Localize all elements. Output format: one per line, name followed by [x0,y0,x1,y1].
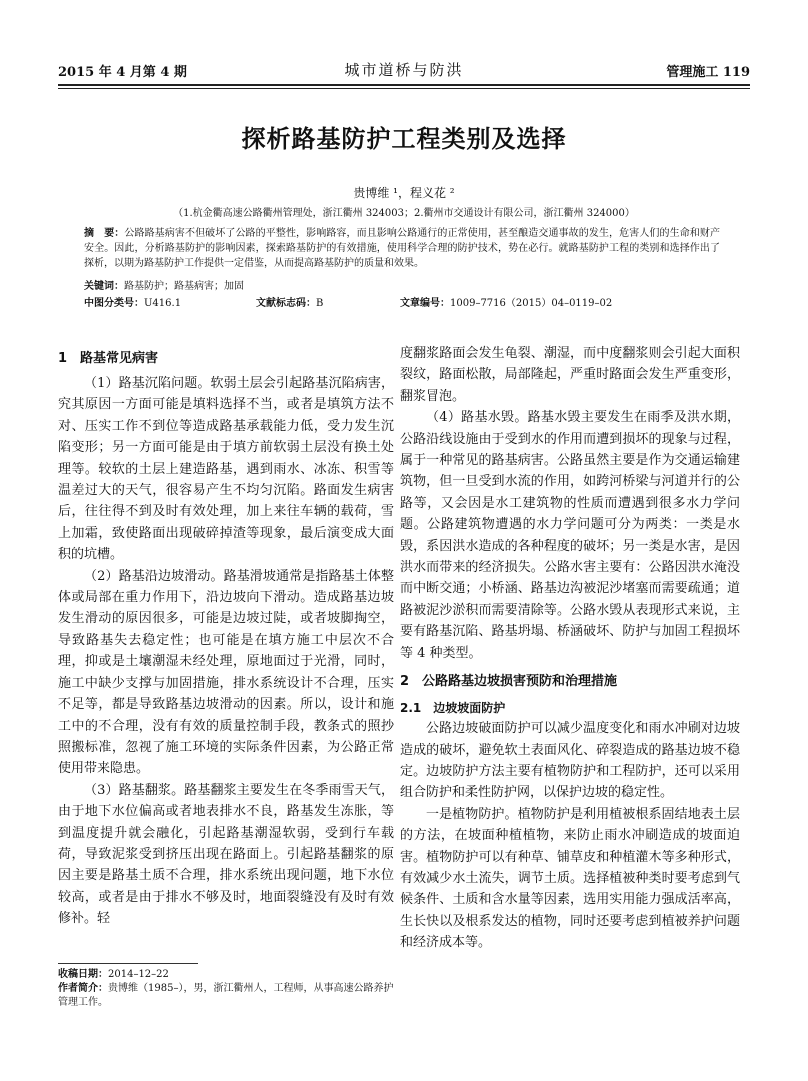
classification-row [84,294,720,308]
section-heading-2: 2 公路路基边坡损害预防和治理措施 [400,674,618,690]
abstract-label: 摘 要： [84,228,125,239]
paragraph: （1）路基沉陷问题。软弱土层会引起路基沉陷病害，究其原因一方面可能是填料选择不当，或者是填筑方法不对、压实工作不到位等造成路基承载能力低，受力发生沉陷变形；另一方面可能是由于填方前软弱土层没有换土处理等。较软的土层上建造路基，遇到雨水、冰冻、积雪等温差过大的天气，很容易产生不均匀沉陷。路面发生病害后，往往得不到及时有效处理，加上来往车辆的载荷，雪上加霜，致使路面出现破碎掉渣等现象，最后演变成大面积的坑槽。 [58,376,394,563]
paragraph: 公路边坡破面防护可以减少温度变化和雨水冲刷对边坡造成的破坏，避免软土表面风化、碎裂造成的路基边坡不稳定。边坡防护方法主要有植物防护和工程防护，还可以采用组合防护和柔性防护网，以保护边坡的稳定性。 [400,721,740,801]
clc-number: 中图分类号：U416.1 [84,298,182,309]
header-rule-thin [58,88,750,89]
abstract-text: 公路路基病害不但破坏了公路的平整性，影响路容，而且影响公路通行的正常使用，甚至酿造交通事故的发生，危害人们的生命和财产安全。因此，分析路基防护的影响因素，探索路基防护的有效措施，使用科学合理的防护技术，势在必行。就路基防护工程的类别和选择作出了探析，以期为路基防护工作提供一定借鉴，从而提高路基防护的质量和效果。 [84,228,721,269]
column-page: 管理施工 119 [666,65,750,80]
paragraph: （3）路基翻浆。路基翻浆主要发生在冬季雨雪天气，由于地下水位偏高或者地表排水不良，路基发生冻胀，等到温度提升就会融化，引起路基潮湿软弱，受到行车载荷，导致泥浆受到挤压出现在路面上。引起路基翻浆的原因主要是路基土质不合理，排水系统出现问题，地下水位较高，或者是由于排水不够及时，地面裂缝没有及时有效修补。轻 [58,782,394,927]
keywords-label: 关键词： [84,281,124,292]
subsection-heading-2-1: 2.1 边坡坡面防护 [400,701,506,716]
paragraph: （4）路基水毁。路基水毁主要发生在雨季及洪水期，公路沿线设施由于受到水的作用而遭到损坏的现象与过程，属于一种常见的路基病害。公路虽然主要是作为交通运输建筑物，但一旦受到水流的作用，如跨河桥梁与河道并行的公路等，又会因是水工建筑物的性质而遭遇到很多水力学问题。公路建筑物遭遇的水力学问题可分为两类：一类是水毁，系因洪水造成的各种程度的破坏；另一类是水害，是因洪水而带来的经济损失。公路水害主要有：公路因洪水淹没而中断交通；小桥涵、路基边沟被泥沙堵塞而需要疏通；道路被泥沙淤积而需要清除等。公路水毁从表现形式来说，主要有路基沉陷、路基坍塌、桥涵破坏、防护与加固工程损坏等 4 种类型。 [400,410,740,661]
issue-date: 2015 年 4 月第 4 期 [58,65,187,80]
author-bio: 作者简介：贵博维（1985–），男，浙江衢州人，工程师，从事高速公路养护管理工作。 [58,983,394,1008]
paragraph: 度翻浆路面会发生龟裂、潮湿，而中度翻浆则会引起大面积裂纹，路面松散，局部隆起，严重时路面会发生严重变形，翻浆冒泡。 [400,346,740,404]
paragraph: （2）路基沿边坡滑动。路基滑坡通常是指路基土体整体或局部在重力作用下，沿边坡向下滑动。造成路基边坡发生滑动的原因很多，可能是边坡过陡，或者坡脚掏空，导致路基失去稳定性；也可能是在填方施工中层次不合理，抑或是土壤潮湿未经处理，原地面过于光滑，同时，施工中缺少支撑与加固措施，排水系统设计不合理，压实不足等，都是导致路基边坡滑动的因素。所以，设计和施工中的不合理，没有有效的质量控制手段，教条式的照抄照搬标准，忽视了施工环境的实际条件因素，为公路正常使用带来隐患。 [58,568,394,777]
received-date: 收稿日期：2014–12–22 [58,969,169,980]
keywords [84,277,720,292]
paper-title: 探析路基防护工程类别及选择 [241,124,567,153]
left-column [58,343,394,930]
document-code: 文献标志码：B [256,298,324,309]
header-rule [58,84,750,86]
keywords-text: 路基防护；路基病害；加固 [124,281,244,292]
section-heading-1: 1 路基常见病害 [58,351,159,366]
abstract [84,226,720,271]
journal-name: 城市道桥与防洪 [344,61,464,79]
footnote [58,968,394,1010]
article-number: 文章编号：1009–7716（2015）04–0119–02 [400,298,613,309]
right-column [400,343,740,954]
authors: 贵博维 ¹，程义花 ² [353,186,455,200]
running-header [58,58,750,80]
affiliations: （1.杭金衢高速公路衢州管理处，浙江衢州 324003；2.衢州市交通设计有限公司，浙江衢州 324000） [173,208,635,219]
paragraph: 一是植物防护。植物防护是利用植被根系固结地表土层的方法，在坡面种植植物，来防止雨水冲刷造成的坡面迫害。植物防护可以有种草、铺草皮和种植灌木等多种形式，有效减少水土流失，调节土质。选择植被种类时要考虑到气候条件、土质和含水量等因素，选用实用能力强成活率高，生长快以及根系发达的植物，同时还要考虑到植被养护问题和经济成本等。 [400,806,740,951]
footnote-rule [58,963,198,964]
